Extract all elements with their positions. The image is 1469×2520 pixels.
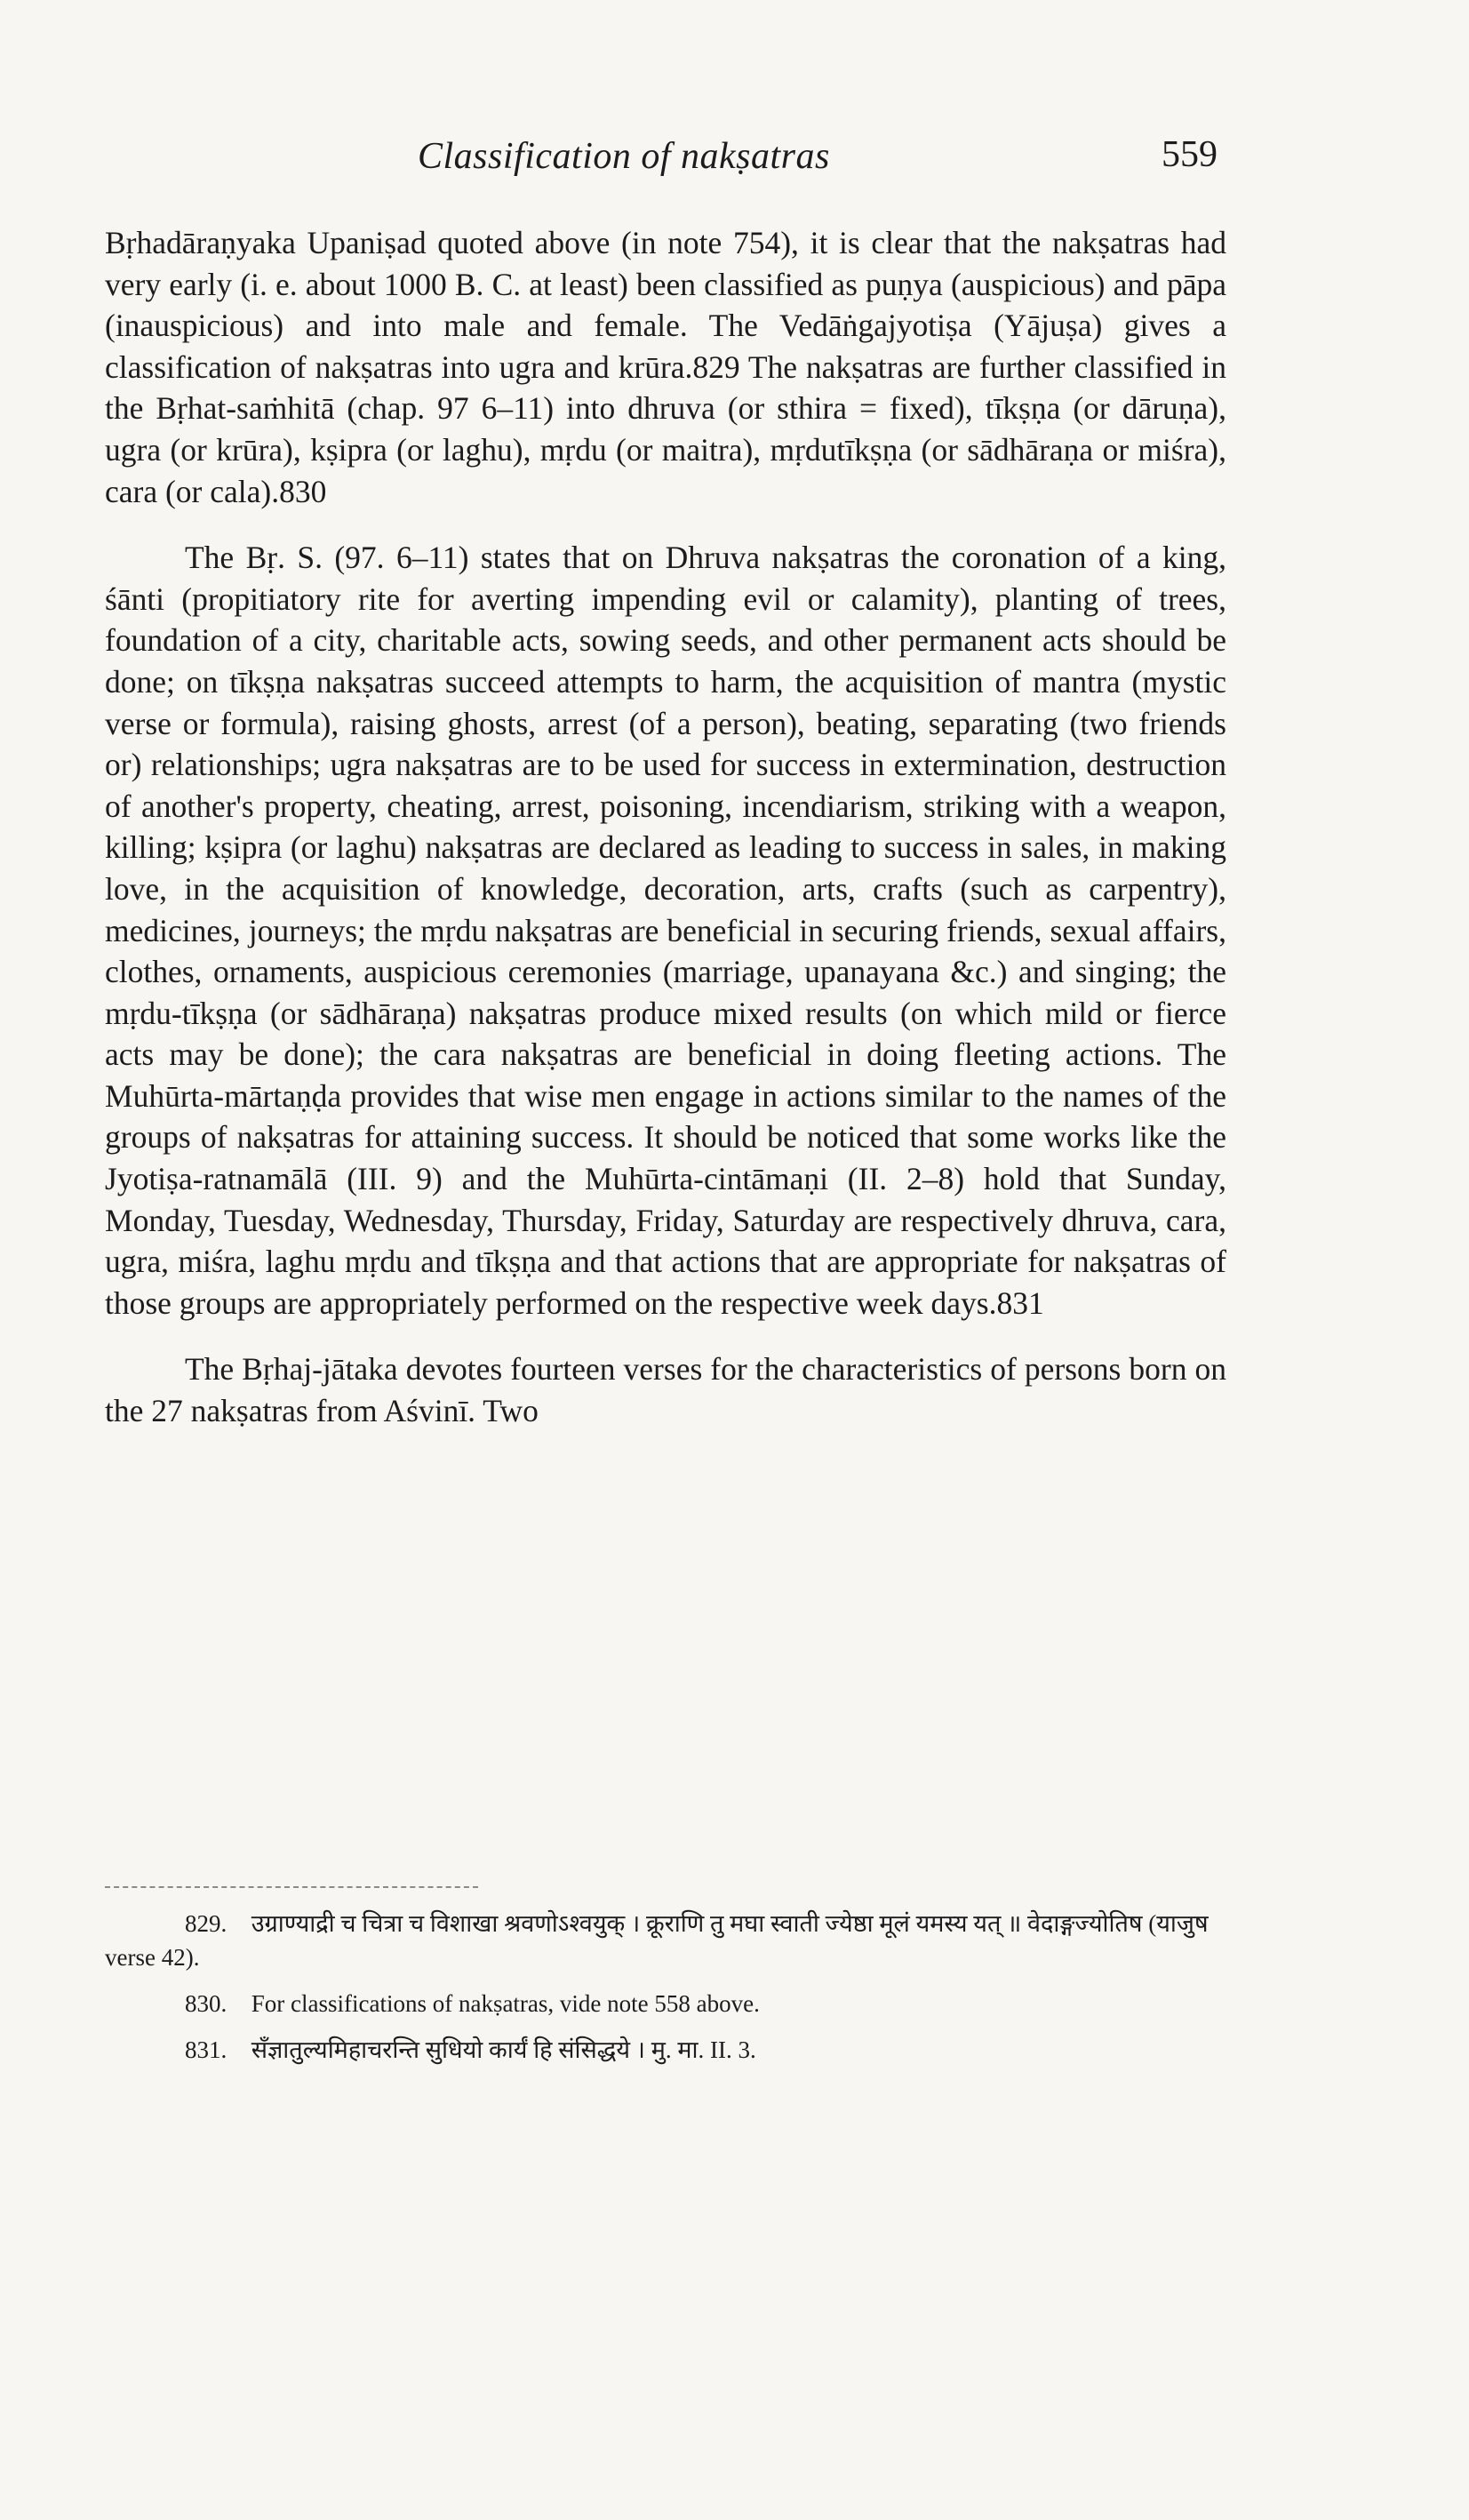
paragraph: The Bṛhaj-jātaka devotes fourteen verses for the characteristics of persons born on the 27 nakṣatras from Aśvinī. Two [105, 1351, 1226, 1429]
paragraph: Bṛhadāraṇyaka Upaniṣad quoted above (in note 754), it is clear that the nakṣatras had very early (i. e. about 1000 B. C. at least) been classified as puṇya (auspicious) and pāpa (inauspicious) and into male and female. The Vedāṅgajyotiṣa (Yājuṣa) gives a classification of nakṣatras into ugra and krūra.829 The nakṣatras are further classified in the Bṛhat-saṁhitā (chap. 97 6–11) into dhruva (or sthira = fixed), tīkṣṇa (or dāruṇa), ugra (or krūra), kṣipra (or laghu), mṛdu (or maitra), mṛdutīkṣṇa (or sādhāraṇa or miśra), cara (or cala).830 [105, 225, 1226, 509]
running-head: Classification of nakṣatras [418, 136, 830, 177]
footnotes [105, 1907, 1226, 2079]
footnote-number: 829. [185, 1910, 228, 1937]
footnote-text: सँज्ञातुल्यमिहाचरन्ति सुधियो कार्यं हि संसिद्धये । मु. मा. II. 3. [251, 2036, 756, 2063]
footnote-number: 831. [185, 2036, 228, 2063]
footnote [105, 1987, 1226, 2020]
footnote-text: For classifications of nakṣatras, vide note 558 above. [251, 1990, 760, 2017]
footnote [105, 2033, 1226, 2067]
footnote-text: उग्राण्याद्री च चित्रा च विशाखा श्रवणोऽश्वयुक् । क्रूराणि तु मघा स्वाती ज्येष्ठा मूलं यमस्य यत् ॥ वेदाङ्गज्योतिष (याजुष verse 42). [105, 1910, 1209, 1971]
paragraph: The Bṛ. S. (97. 6–11) states that on Dhruva nakṣatras the coronation of a king, śānti (propitiatory rite for averting impending evil or calamity), planting of trees, foundation of a city, charitable acts, sowing seeds, and other permanent acts should be done; on tīkṣṇa nakṣatras succeed attempts to harm, the acquisition of mantra (mystic verse or formula), raising ghosts, arrest (of a person), beating, separating (two friends or) relationships; ugra nakṣatras are to be used for success in extermination, destruction of another's property, cheating, arrest, poisoning, incendiarism, striking with a weapon, killing; kṣipra (or laghu) nakṣatras are declared as leading to success in sales, in making love, in the acquisition of knowledge, decoration, arts, crafts (such as carpentry), medicines, journeys; the mṛdu nakṣatras are beneficial in securing friends, sexual affairs, clothes, ornaments, auspicious ceremonies (marriage, upanayana &c.) and singing; the mṛdu-tīkṣṇa (or sādhāraṇa) nakṣatras produce mixed results (on which mild or fierce acts may be done); the cara nakṣatras are beneficial in doing fleeting actions. The Muhūrta-mārtaṇḍa provides that wise men engage in actions similar to the names of the groups of nakṣatras for attaining success. It should be noticed that some works like the Jyotiṣa-ratnamālā (III. 9) and the Muhūrta-cintāmaṇi (II. 2–8) hold that Sunday, Monday, Tuesday, Wednesday, Thursday, Friday, Saturday are respectively dhruva, cara, ugra, miśra, laghu mṛdu and tīkṣṇa and that actions that are appropriate for nakṣatras of those groups are appropriately performed on the respective week days.831 [105, 540, 1226, 1321]
footnote [105, 1907, 1226, 1974]
page-number: 559 [1162, 134, 1218, 175]
page-header [107, 124, 1218, 187]
footnote-rule [105, 1886, 478, 1888]
footnote-number: 830. [185, 1990, 228, 2017]
main-text [105, 222, 1226, 1432]
